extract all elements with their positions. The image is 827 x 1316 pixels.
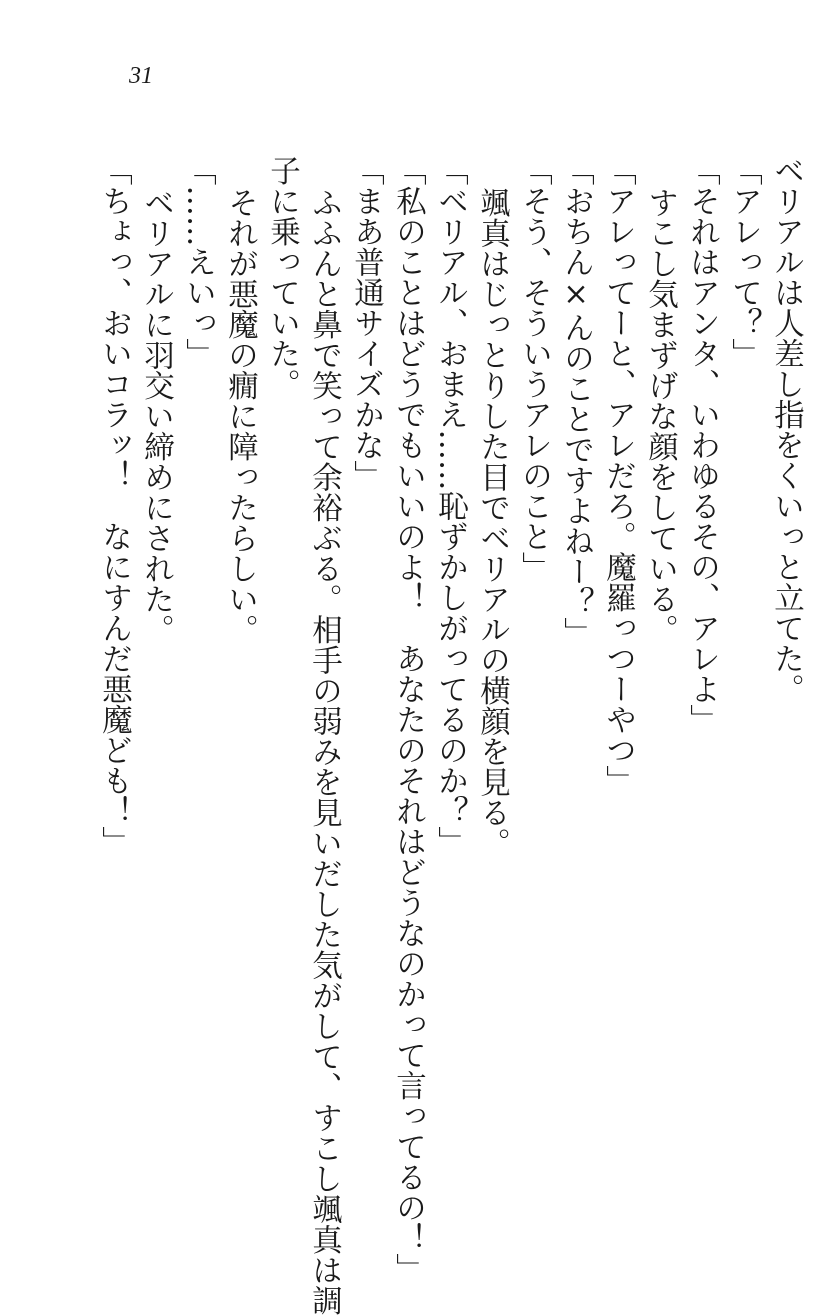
text-line: 「おちん×んのことですよねー？」: [558, 155, 594, 648]
text-line: すこし気まずげな顔をしている。: [642, 187, 678, 645]
text-line: 子に乗っていた。: [264, 155, 300, 399]
text-line: ベリアルは人差し指をくいっと立てた。: [768, 155, 804, 704]
page-number: 31: [129, 63, 153, 89]
text-line: 颯真はじっとりした目でベリアルの横顔を見る。: [474, 187, 510, 858]
text-line: 「まあ普通サイズかな」: [348, 155, 384, 491]
text-line: 「ベリアル、おまえ……恥ずかしがってるのか？」: [432, 155, 468, 857]
text-line: 「私のことはどうでもいいのよ！ あなたのそれはどうなのかって言ってるの！」: [390, 155, 426, 1284]
text-line: 「それはアンタ、いわゆるその、アレよ」: [684, 155, 720, 735]
text-line: 「……えいっ」: [180, 155, 216, 369]
text-line: 「そう、そういうアレのこと」: [516, 155, 552, 582]
text-line: それが悪魔の癇に障ったらしい。: [222, 187, 258, 645]
text-line: 「アレってーと、アレだろ。魔羅っつーやつ」: [600, 155, 636, 796]
text-line: ベリアルに羽交い締めにされた。: [138, 187, 174, 645]
text-line: 「ちょっ、おいコラッ！ なにすんだ悪魔ども！」: [96, 155, 132, 857]
text-line: 「アレって？」: [726, 155, 762, 369]
text-line: ふふんと鼻で笑って余裕ぶる。相手の弱みを見いだした気がして、すこし颯真は調: [306, 187, 342, 1316]
